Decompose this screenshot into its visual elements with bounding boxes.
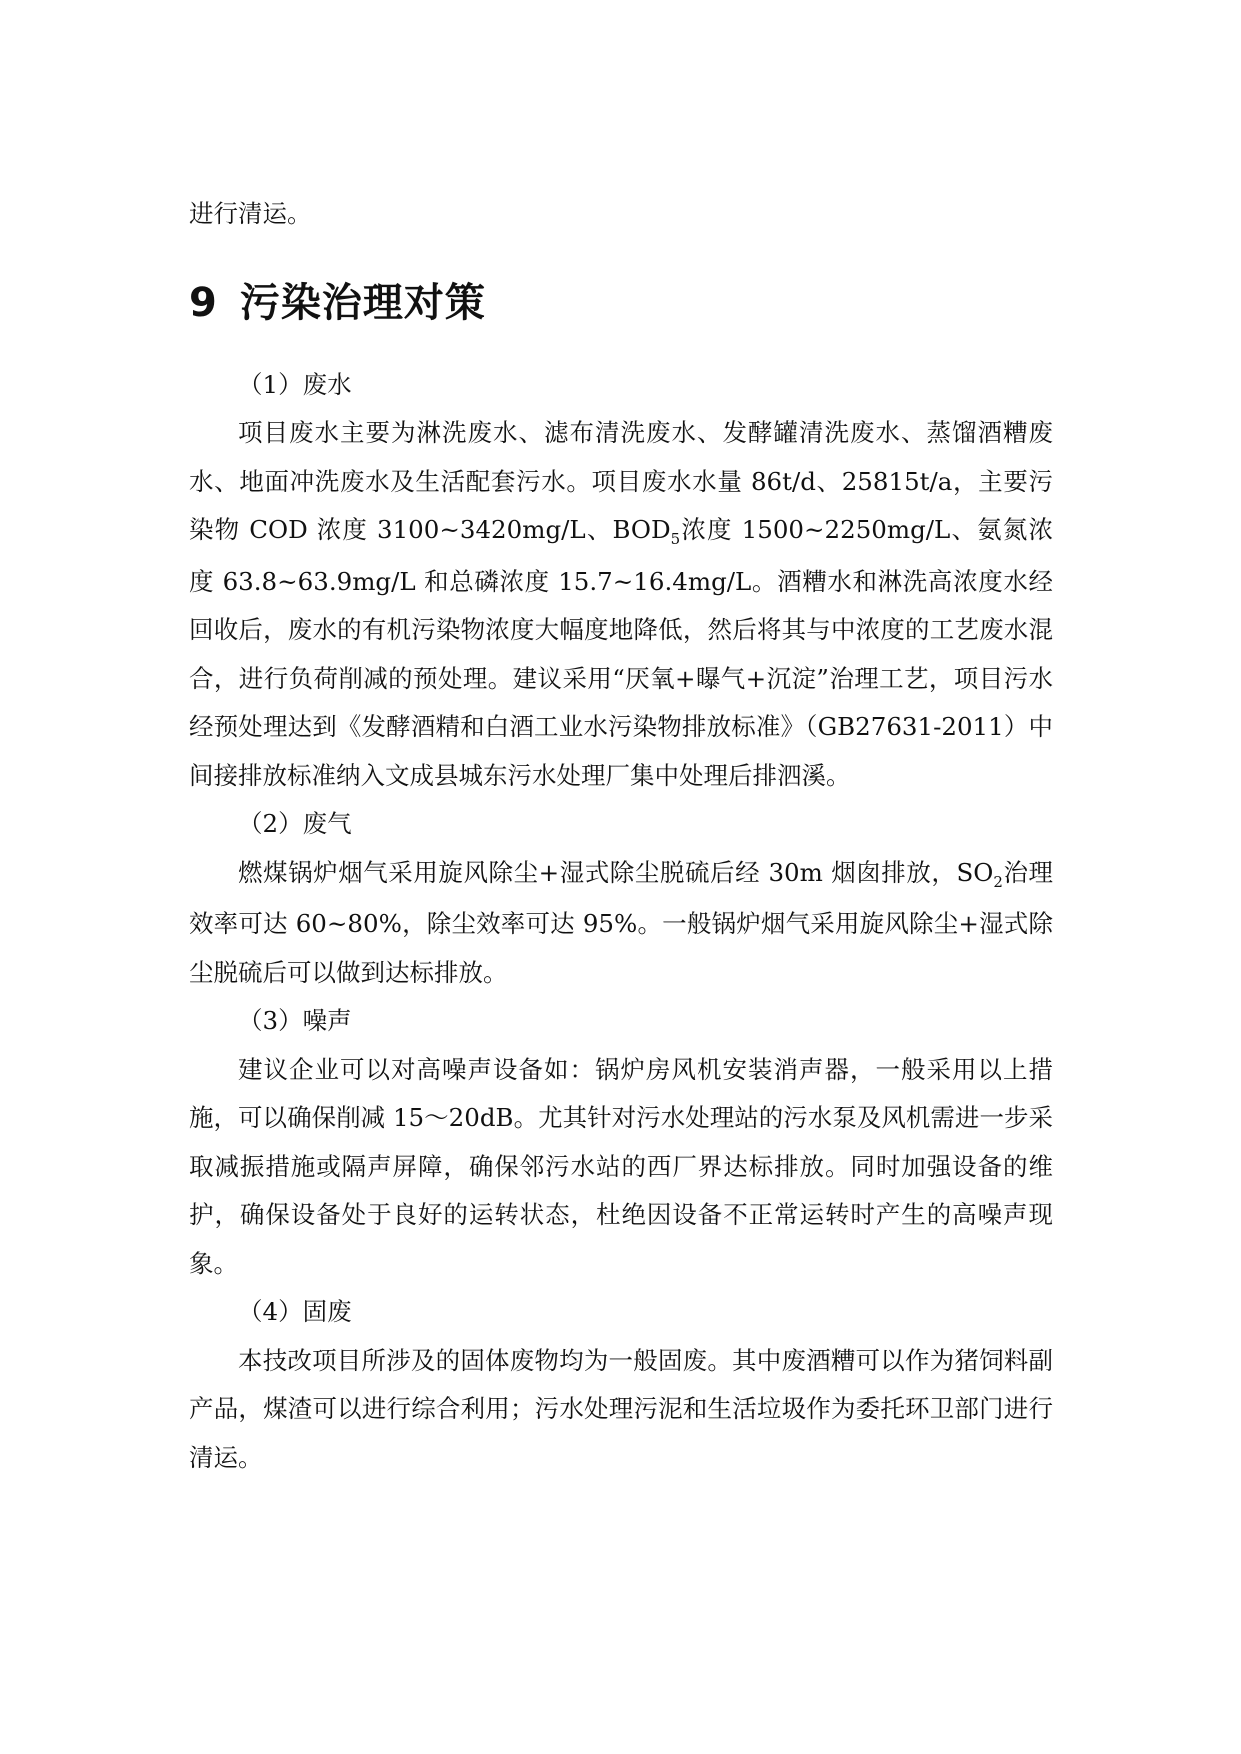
so2-subscript: 2 — [993, 872, 1003, 891]
chapter-number: 9 — [189, 279, 218, 326]
continuation-text: 进行清运。 — [189, 199, 312, 228]
noise-paragraph: 建议企业可以对高噪声设备如：锅炉房风机安装消声器，一般采用以上措施，可以确保削减 15～20dB。尤其针对污水处理站的污水泵及风机需进一步采取减振措施或隔声屏障，确保邻污水站的西厂界达标排放。同时加强设备的维护，确保设备处于良好的运转状态，杜绝因设备不正常运转时产生的高噪声现象。 — [189, 1054, 1053, 1278]
chapter-title: 污染治理对策 — [239, 279, 486, 326]
solid-waste-paragraph: 本技改项目所涉及的固体废物均为一般固废。其中废酒糟可以作为猪饲料副产品，煤渣可以进行综合利用；污水处理污泥和生活垃圾作为委托环卫部门进行清运。 — [189, 1345, 1053, 1472]
wastewater-text-a: 项目废水主要为淋洗废水、滤布清洗废水、发酵罐清洗废水、蒸馏酒糟废水、地面冲洗废水及生活配套污水。项目废水水量 86t/d、25815t/a，主要污染物 COD 浓度 3100~3420mg/L、BOD — [189, 418, 1053, 544]
bod-subscript: 5 — [670, 530, 681, 548]
section-label-solid-waste: （4）固废 — [238, 1297, 352, 1326]
wastewater-paragraph — [189, 409, 1053, 800]
exhaust-paragraph — [189, 849, 1053, 998]
section-label-exhaust: （2）废气 — [238, 809, 352, 838]
wastewater-text-b: 浓度 1500~2250mg/L、氨氮浓度 63.8~63.9mg/L 和总磷浓度 15.7~16.4mg/L。酒糟水和淋洗高浓度水经回收后，废水的有机污染物浓度大幅度地降低，然后将其与中浓度的工艺废水混合，进行负荷削减的预处理。建议采用“厌氧+曝气+沉淀”治理工艺，项目污水经预处理达到《发酵酒精和白酒工业水污染物排放标准》（GB27631-2011）中间接排放标准纳入文成县城东污水处理厂集中处理后排泗溪。 — [189, 515, 1053, 790]
exhaust-text-b: 治理效率可达 60~80%，除尘效率可达 95%。一般锅炉烟气采用旋风除尘+湿式除尘脱硫后可以做到达标排放。 — [189, 857, 1053, 987]
section-label-noise: （3）噪声 — [238, 1006, 352, 1035]
page-content — [189, 190, 1053, 1482]
exhaust-text-a: 燃煤锅炉烟气采用旋风除尘+湿式除尘脱硫后经 30m 烟囱排放，SO — [238, 857, 994, 887]
section-label-wastewater: （1）废水 — [238, 369, 352, 399]
chapter-heading — [189, 273, 1053, 333]
